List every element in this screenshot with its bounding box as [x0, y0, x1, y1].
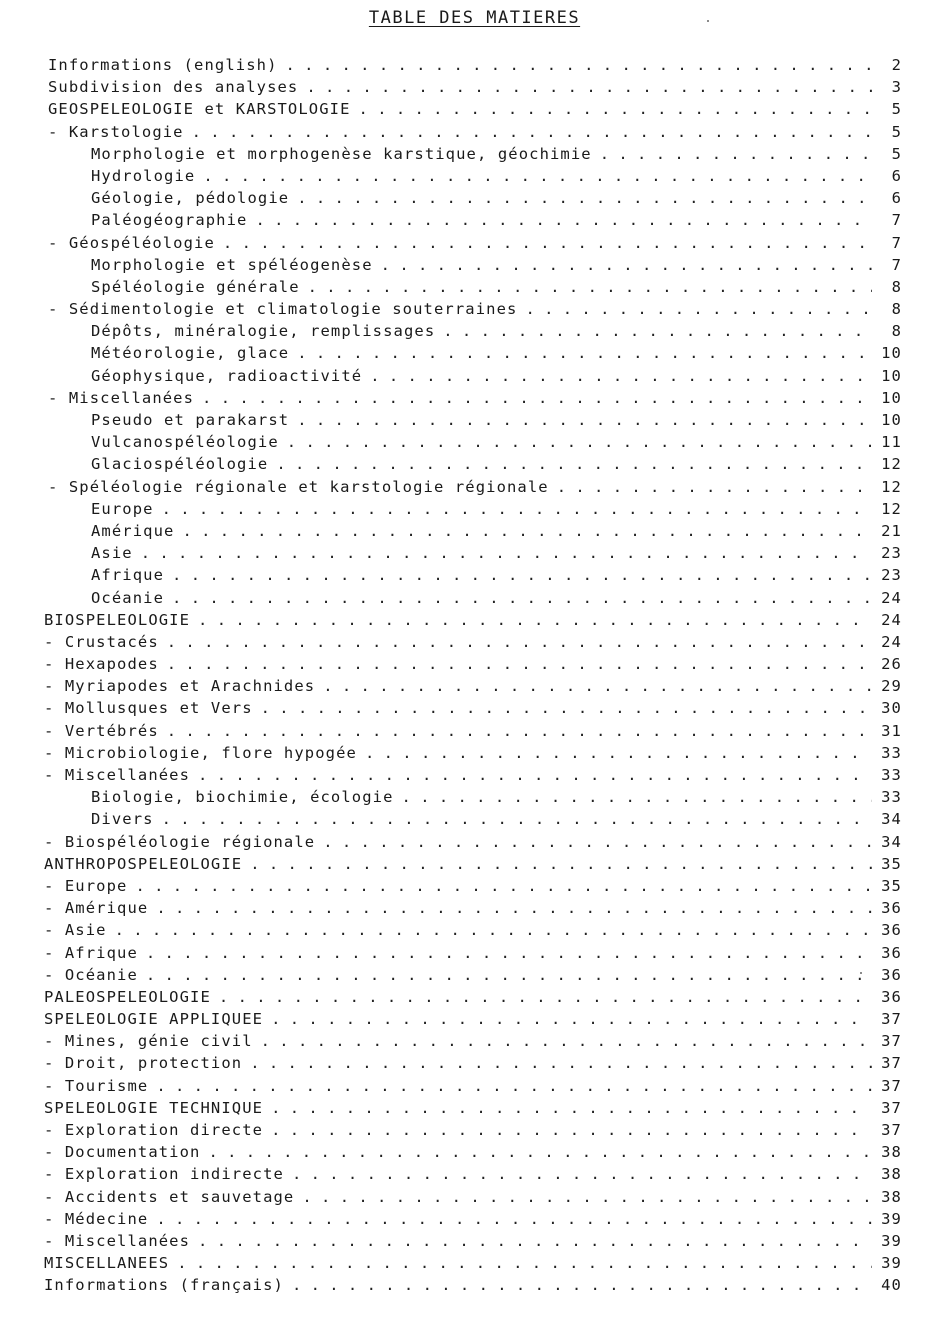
toc-entry-label: Asie [91, 544, 133, 563]
toc-entry-label: - Biospéléologie régionale [44, 832, 316, 851]
toc-entry [44, 189, 902, 211]
dot-leader [177, 1254, 872, 1272]
dot-leader [156, 1077, 872, 1095]
dot-leader [192, 123, 872, 141]
toc-entry [44, 722, 902, 744]
toc-entry-label: MISCELLANEES [44, 1254, 170, 1273]
toc-entry [44, 56, 902, 78]
toc-entry [44, 766, 902, 788]
dot-leader [261, 1032, 872, 1050]
toc-entry-label: Morphologie et spéléogenèse [91, 255, 373, 274]
toc-entry-page-number: 37 [881, 1076, 902, 1095]
toc-entry-label: - Vertébrés [44, 721, 159, 740]
toc-entry-page-number: 29 [881, 677, 902, 696]
toc-entry-label: - Amérique [44, 899, 149, 918]
toc-entry-label: - Crustacés [44, 632, 159, 651]
dot-leader [156, 1210, 872, 1228]
toc-entry [44, 1210, 902, 1232]
toc-entry [44, 921, 902, 943]
toc-entry [44, 234, 902, 256]
toc-entry-label: - Miscellanées [44, 766, 191, 784]
toc-entry [44, 1121, 902, 1143]
dot-leader [271, 1121, 872, 1139]
toc-entry-page-number: 39 [881, 1254, 902, 1273]
toc-entry-page-number: 24 [881, 588, 902, 607]
toc-entry [44, 677, 902, 699]
toc-entry-label: - Accidents et sauvetage [44, 1187, 295, 1206]
toc-entry-label: Océanie [91, 588, 165, 607]
dot-leader [146, 944, 872, 962]
toc-entry [44, 855, 902, 877]
toc-entry-page-number: 23 [881, 544, 902, 563]
toc-entry-page-number: 12 [881, 499, 902, 518]
scan-speck [707, 20, 709, 22]
toc-entry-page-number: 36 [881, 899, 902, 918]
dot-leader [297, 344, 872, 362]
toc-entry-page-number: 33 [881, 743, 902, 762]
toc-entry [44, 344, 902, 366]
toc-entry [44, 478, 902, 500]
toc-entry-label: Spéléologie générale [91, 277, 300, 296]
toc-entry-page-number: 34 [881, 810, 902, 829]
dot-leader [297, 189, 872, 207]
dot-leader [115, 921, 872, 939]
toc-entry-page-number: 37 [881, 1098, 902, 1117]
toc-entry-page-number: 8 [891, 300, 902, 319]
dot-leader [182, 522, 872, 540]
dot-leader [162, 500, 872, 518]
page-title-text: TABLE DES MATIERES [368, 8, 581, 28]
toc-entry [44, 455, 902, 477]
toc-entry [44, 367, 902, 389]
toc-entry-page-number: 33 [881, 788, 902, 807]
toc-entry [44, 123, 902, 145]
dot-leader [306, 78, 872, 96]
toc-entry-label: - Médecine [44, 1209, 149, 1228]
toc-entry-page-number: 21 [881, 521, 902, 540]
dot-leader [292, 1165, 872, 1183]
toc-entry-label: Europe [91, 499, 154, 518]
toc-entry [44, 411, 902, 433]
toc-entry-label: Géologie, pédologie [91, 189, 290, 208]
toc-entry-label: Informations (français) [44, 1276, 284, 1295]
toc-entry-label: Géophysique, radioactivité [91, 366, 363, 385]
toc-entry-page-number: 12 [881, 477, 902, 496]
dot-leader [172, 589, 872, 607]
dot-leader [271, 1099, 872, 1117]
toc-entry-label: - Documentation [44, 1143, 201, 1162]
dot-leader [167, 655, 872, 673]
toc-entry-label: Météorologie, glace [91, 344, 290, 363]
toc-entry-page-number: 8 [891, 277, 902, 296]
toc-entry-label: Pseudo et parakarst [91, 411, 290, 429]
dot-leader [141, 544, 872, 562]
dot-leader [286, 56, 873, 74]
toc-entry [44, 1276, 902, 1298]
dot-leader [287, 433, 872, 451]
toc-entry-label: Informations (english) [48, 56, 278, 74]
toc-entry [44, 655, 902, 677]
toc-entry [44, 566, 902, 588]
toc-entry-page-number: 10 [881, 366, 902, 385]
toc-entry-page-number: 7 [891, 211, 902, 230]
dot-leader [370, 367, 872, 385]
dot-leader [359, 100, 872, 118]
dot-leader [250, 1054, 872, 1072]
toc-entry-page-number: 35 [881, 854, 902, 873]
dot-leader [600, 145, 872, 163]
toc-entry-page-number: 36 [881, 965, 902, 984]
toc-entry-page-number: 5 [891, 122, 902, 141]
toc-entry [44, 544, 902, 566]
toc-entry-page-number: 38 [881, 1165, 902, 1184]
toc-entry-label: - Sédimentologie et climatologie souterraines [48, 300, 518, 319]
toc-entry-label: Vulcanospéléologie [91, 433, 279, 452]
toc-entry-page-number: 26 [881, 655, 902, 674]
toc-entry [44, 167, 902, 189]
toc-entry-label: BIOSPELEOLOGIE [44, 610, 191, 629]
dot-leader [323, 833, 872, 851]
toc-entry-page-number: 10 [881, 388, 902, 407]
toc-entry-page-number: 8 [891, 322, 902, 341]
toc-entry-page-number: 23 [881, 566, 902, 585]
dot-leader [261, 699, 872, 717]
scan-speck [860, 972, 862, 974]
dot-leader [276, 455, 872, 473]
toc-entry-label: ANTHROPOSPELEOLOGIE [44, 854, 243, 873]
toc-entry-page-number: 37 [881, 1032, 902, 1051]
toc-entry-label: Amérique [91, 521, 175, 540]
toc-entry-label: - Asie [44, 921, 107, 940]
toc-entry-label: - Karstologie [48, 122, 184, 141]
toc-entry-label: - Exploration directe [44, 1121, 264, 1139]
toc-entry [44, 1099, 902, 1121]
toc-entry [44, 389, 902, 411]
toc-entry-label: Biologie, biochimie, écologie [91, 788, 394, 807]
dot-leader [203, 167, 872, 185]
toc-entry [44, 300, 902, 322]
toc-entry-page-number: 7 [891, 255, 902, 274]
toc-entry-label: - Microbiologie, flore hypogée [44, 743, 357, 762]
dot-leader [167, 722, 872, 740]
toc-entry-page-number: 34 [881, 832, 902, 851]
toc-entry-label: PALEOSPELEOLOGIE [44, 987, 211, 1006]
toc-entry-label: Afrique [91, 566, 165, 585]
toc-entry-page-number: 10 [881, 411, 902, 429]
toc-entry [44, 589, 902, 611]
dot-leader [208, 1143, 872, 1161]
toc-entry-label: Divers [91, 810, 154, 829]
dot-leader [443, 322, 872, 340]
toc-entry [44, 833, 902, 855]
dot-leader [146, 966, 872, 984]
toc-entry [44, 1143, 902, 1165]
dot-leader [198, 766, 872, 784]
toc-entry [44, 1188, 902, 1210]
toc-entry-label: Paléogéographie [91, 211, 248, 230]
toc-entry [44, 877, 902, 899]
dot-leader [365, 744, 872, 762]
toc-entry-page-number: 7 [891, 233, 902, 252]
toc-entry-label: - Géospéléologie [48, 233, 215, 252]
toc-entry [44, 1054, 902, 1076]
toc-entry [44, 899, 902, 921]
toc-entry-label: Glaciospéléologie [91, 455, 269, 474]
toc-entry [44, 1077, 902, 1099]
toc-entry-page-number: 24 [881, 610, 902, 629]
toc-entry-label: - Tourisme [44, 1076, 149, 1095]
toc-entry-label: - Miscellanées [44, 1231, 191, 1250]
toc-entry [44, 944, 902, 966]
toc-entry-page-number: 33 [881, 766, 902, 784]
toc-entry-page-number: 12 [881, 455, 902, 474]
dot-leader [255, 211, 872, 229]
toc-entry-page-number: 24 [881, 632, 902, 651]
toc-entry-page-number: 37 [881, 1121, 902, 1139]
dot-leader [135, 877, 872, 895]
toc-entry-page-number: 38 [881, 1187, 902, 1206]
toc-entry-page-number: 11 [881, 433, 902, 452]
toc-entry-page-number: 31 [881, 721, 902, 740]
toc-entry [44, 633, 902, 655]
dot-leader [172, 566, 872, 584]
toc-entry [44, 322, 902, 344]
toc-entry-label: - Océanie [44, 965, 138, 984]
toc-entry-label: - Exploration indirecte [44, 1165, 284, 1184]
toc-entry-label: - Europe [44, 876, 128, 895]
dot-leader [308, 278, 872, 296]
toc-entry [44, 100, 902, 122]
toc-entry [44, 78, 902, 100]
toc-entry [44, 1010, 902, 1032]
page-title [0, 8, 945, 28]
toc-entry-page-number: 37 [881, 1010, 902, 1029]
dot-leader [167, 633, 872, 651]
dot-leader [250, 855, 872, 873]
toc-entry-label: - Droit, protection [44, 1054, 243, 1073]
toc-entry [44, 278, 902, 300]
toc-entry [44, 611, 902, 633]
toc-entry [44, 1032, 902, 1054]
toc-entry [44, 788, 902, 810]
dot-leader [156, 899, 872, 917]
dot-leader [292, 1276, 872, 1294]
toc-entry-label: Subdivision des analyses [48, 78, 299, 97]
toc-entry-label: - Afrique [44, 943, 138, 962]
toc-entry-page-number: 36 [881, 987, 902, 1006]
toc-entry [44, 1254, 902, 1276]
toc-entry-page-number: 35 [881, 876, 902, 895]
toc-entry-label: GEOSPELEOLOGIE et KARSTOLOGIE [48, 100, 351, 119]
toc-entry [44, 699, 902, 721]
toc-entry-page-number: 40 [881, 1276, 902, 1295]
toc-entry-page-number: 2 [891, 56, 902, 74]
toc-entry [44, 1232, 902, 1254]
toc-entry [44, 500, 902, 522]
dot-leader [381, 256, 872, 274]
dot-leader [557, 478, 872, 496]
toc-entry [44, 744, 902, 766]
toc-entry [44, 145, 902, 167]
toc-entry-page-number: 36 [881, 921, 902, 940]
toc-entry-label: - Spéléologie régionale et karstologie régionale [48, 477, 549, 496]
dot-leader [323, 677, 872, 695]
toc-entry [44, 433, 902, 455]
dot-leader [297, 411, 872, 429]
toc-entry-page-number: 5 [891, 144, 902, 163]
dot-leader [271, 1010, 872, 1028]
toc-entry-page-number: 38 [881, 1143, 902, 1162]
toc-entry-label: - Mines, génie civil [44, 1032, 253, 1051]
toc-entry [44, 988, 902, 1010]
toc-entry-label: SPELEOLOGIE TECHNIQUE [44, 1098, 264, 1117]
dot-leader [162, 810, 872, 828]
toc-entry [44, 211, 902, 233]
toc-entry-page-number: 10 [881, 344, 902, 363]
dot-leader [198, 1232, 872, 1250]
toc-entry [44, 522, 902, 544]
dot-leader [202, 389, 872, 407]
toc-entry-label: - Myriapodes et Arachnides [44, 677, 316, 696]
toc-entry-page-number: 5 [891, 100, 902, 119]
toc-entry-label: - Miscellanées [48, 388, 195, 407]
dot-leader [219, 988, 872, 1006]
toc-entry [44, 256, 902, 278]
table-of-contents [44, 56, 902, 1299]
dot-leader [302, 1188, 872, 1206]
toc-entry-page-number: 3 [891, 78, 902, 97]
dot-leader [198, 611, 872, 629]
dot-leader [402, 788, 872, 806]
toc-entry-page-number: 30 [881, 699, 902, 718]
toc-entry-page-number: 39 [881, 1231, 902, 1250]
toc-entry [44, 1165, 902, 1187]
toc-entry-page-number: 39 [881, 1209, 902, 1228]
toc-entry-label: Dépôts, minéralogie, remplissages [91, 322, 436, 341]
dot-leader [223, 234, 872, 252]
toc-entry-page-number: 36 [881, 943, 902, 962]
toc-entry-page-number: 37 [881, 1054, 902, 1073]
toc-entry-label: - Hexapodes [44, 655, 159, 674]
toc-entry-page-number: 6 [891, 166, 902, 185]
toc-entry [44, 810, 902, 832]
dot-leader [525, 300, 872, 318]
toc-entry-label: Morphologie et morphogenèse karstique, géochimie [91, 144, 592, 163]
toc-entry-label: Hydrologie [91, 166, 196, 185]
toc-entry-label: - Mollusques et Vers [44, 699, 253, 718]
toc-entry [44, 966, 902, 988]
toc-entry-label: SPELEOLOGIE APPLIQUEE [44, 1010, 264, 1029]
toc-entry-page-number: 6 [891, 189, 902, 208]
